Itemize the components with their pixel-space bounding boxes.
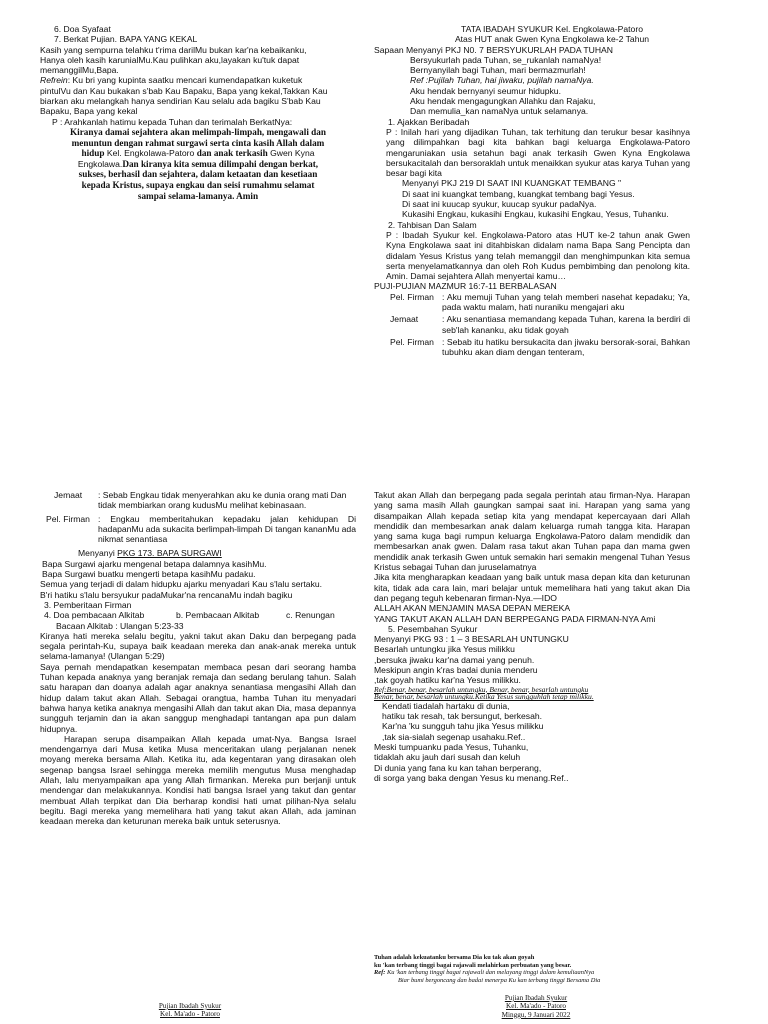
bacaan-alkitab: Bacaan Alkitab : Ulangan 5:23-33 <box>56 620 184 631</box>
song-pkg93-verse3: Meski tumpuanku pada Yesus, Tuhanku, tidaklah aku jauh dari susah dan keluh Di dunia yang fana ku kan tahan berperang, di sorga yang baka dengan Yesus ku menang.Ref.. <box>374 742 569 783</box>
firman-response: Pel. Firman : Engkau memberitahukan kepadaku jalan kehidupan Di hadapanMu ada sukacita berlimpah-limpah Di tangan kananMu ada nikmat senantiasa <box>46 513 356 545</box>
sermon-paragraph: Saya pernah mendapatkan kesempatan membaca pesan dari seorang hamba Tuhan kepada anaknya yang beranjak remaja dan sedang berulang tahun. Salah satu harapan dan doanya adalah agar anaknya senantiasa mengasihi Allah dan hidup dalam takut akan Allah. Sebagai orangtua, hamba Tuhan itu menyadari bahwa hanya ketika anaknya mengasihi Allah dan takut akan Dia, masa depannya sungguh terjamin dan ia akan sanggup menghadapi tantangan apa pun dalam hidupnya. <box>40 661 356 734</box>
berkat-refrain: Refrein: Ku bri yang kupinta saatku mencari kumendapatkan kuketuk pintulVu dan Kau bukakan s'bab Kau Bapaku, Bapa yang kekal,Takkan Kau biarkan aku melangkah hanya sendirian Kau selalu ada bagiku S'bab Kau Bapaku, Bapa yang kekal <box>40 75 328 117</box>
blessing-intro: P : Arahkanlah hatimu kepada Tuhan dan terimalah BerkatNya: <box>52 116 293 127</box>
top-left-column <box>40 24 356 201</box>
footer-ref-label: Ref: <box>374 969 386 977</box>
verse-ulangan-529: Kiranya hati mereka selalu begitu, yakni takut akan Daku dan berpegang pada segala perintah-Ku, supaya baik keadaan mereka dan anak-anak mereka untuk selama-lamanya! (Ulangan 5:29) <box>40 630 356 662</box>
song-pkj219: Di saat ini kuangkat tembang, kuangkat tembang bagi Yesus. Di saat ini kuucap syukur, kuucap syukur padaNya. Kukasihi Engkau, kukasihi Engkau, kukasihi Engkau, Yesus, Tuhanku. <box>402 188 669 220</box>
berkat-verse: Kasih yang sempurna telahku t'rima darilMu bukan kar'na kebaikanku, Hanya oleh kasih karunialMu.Kau pulihkan aku,layakan ku'tuk dapat memanggilMu,Bapa. <box>40 44 307 76</box>
section-tahbisan: 2. Tahbisan Dan Salam <box>388 219 477 230</box>
footer-right <box>466 994 606 1019</box>
section-doa-pembacaan: 4. Doa pembacaan Alkitab b. Pembacaan Alkitab c. Renungan <box>44 610 335 621</box>
responsive-reading <box>374 292 690 358</box>
sapaan-heading: Sapaan Menyanyi PKJ N0. 7 BERSYUKURLAH PADA TUHAN <box>374 44 613 55</box>
top-right-column <box>374 24 690 358</box>
ajakkan-text: P : Inilah hari yang dijadikan Tuhan, tak terhitung dan terukur besar kasihnya yang dilimpahkan bagi kita bahkan bagi keluarga Engkolawa-Patoro mengaruniakan usia setahun bagi anak terkasih Gwen Kyna Engkolawa bersukacitalah dan bersoraklah untuk menaikkan syukur atas karya Tuhan yang besar bagi kita <box>386 126 690 179</box>
header-title: TATA IBADAH SYUKUR Kel. Engkolawa-Patoro <box>461 24 643 34</box>
blessing-text: Kiranya damai sejahtera akan melimpah-limpah, mengawali dan menuntun dengan rahmat surgawi serta cinta kasih Allah dalam hidup Kel. Engkolawa-Patoro dan anak terkasih Gwen Kyna Engkolawa.Dan kiranya kita semua dilimpahi dengan berkat, sukses, berhasil dan sejahtera, dalam ketaatan dan kesetiaan kepada Kristus, supaya engkau dan seisi rumahmu selamat sampai selama-lamanya. Amin <box>70 126 326 201</box>
section-ajakkan: 1. Ajakkan Beribadah <box>388 116 470 127</box>
sermon-theme: YANG TAKUT AKAN ALLAH DAN BERPEGANG PADA FIRMAN-NYA Ami <box>374 613 656 624</box>
footer-family: Kel. Ma'ado - Patoro <box>506 1002 566 1011</box>
footer-title: Pujian Ibadah Syukur <box>504 994 568 1002</box>
sermon-paragraph: Harapan serupa disampaikan Allah kepada umat-Nya. Bangsa Israel mendengarnya dari Musa ketika Musa menceritakan ulang perjalanan nenek moyang mereka bersama Allah. Ketika itu, ada kegentaran yang dirasakan oleh segenap bangsa Israel sehingga mereka memilih mengutus Musa menghadap Allah, lalu menyampaikan apa yang Allah firmankan. Mereka pun berjanji untuk mendengar dan melakukannya. Kondisi hati bangsa Israel yang takut dan gentar membuat Allah terpikat dan Dia berharap kondisi hati umat pilihan-Nya selalu begitu. Bagi mereka yang memelihara hati yang takut akan Allah, ada jaminan keadaan mereka dan keturunan mereka baik untuk seterusnya. <box>40 733 356 827</box>
item-berkat-pujian: 7. Berkat Pujian. BAPA YANG KEKAL <box>54 34 198 45</box>
mazmur-heading: PUJI-PUJIAN MAZMUR 16:7-11 BERBALASAN <box>374 281 557 292</box>
footer-song: Tuhan adalah kekuatanku bersama Dia ku tak akan goyah ku 'kan terbang tinggi bagai rajawali melahirkan perbuatan yang besar. Ref: Ku 'kan terbang tinggi bagai rajawali dan melayang tinggi dalam kemuliaanNya Biar bumi bergoncang dan badai menerpa Ku kan terbang tinggi Bersama Dia <box>374 954 601 984</box>
song-pkg93-verse1: Besarlah untungku jika Yesus milikku ,bersuka jiwaku kar'na damai yang penuh. Meskipun angin k'ras badai dunia menderu ,tak goyah hatiku kar'na Yesus milikku. <box>374 644 538 686</box>
bottom-right-column <box>374 490 690 783</box>
sermon-theme: ALLAH AKAN MENJAMIN MASA DEPAN MEREKA <box>374 603 571 614</box>
header-subtitle: Atas HUT anak Gwen Kyna Engkolawa ke-2 Tahun <box>454 34 650 45</box>
footer-family: Kel. Ma'ado - Patoro <box>160 1010 220 1019</box>
footer-title: Pujian Ibadah Syukur <box>158 1002 222 1010</box>
sermon-paragraph: Takut akan Allah dan berpegang pada segala perintah atau firman-Nya. Harapan yang sama masih Allah gaungkan sampai saat ini. Harapan yang sama yang disampaikan Allah kepada setiap kita yang mendapat kepercayaan dari Allah mendidik dan membesarkan anak dalam keluarga rumah tangga kita. Harapan yang sama kuga bagi rumpun keluarga Engkolawa-Patoro dalam mendidik dan membesarkan anak gwen. Dalam rasa takut akan Tuhan papa dan mama gwen mendidik anak terkasih Gwen untuk semakin hari semakin mengenal Tuhan Yesus Kristus sebagai Tuhan dan juruselamatnya <box>374 490 690 573</box>
response-row: Pel. Firman : Sebab itu hatiku bersukacita dan jiwaku bersorak-sorai, Bahkan tubuhku akan diam dengan tenteram, <box>390 336 690 358</box>
song-pkg93-verse2: Kendati tiadalah hartaku di dunia, hatiku tak resah, tak bersungut, berkesah. Kar'na 'ku sungguh tahu jika Yesus milikku ,tak sia-sialah segenap usahaku.Ref.. <box>382 700 544 742</box>
sing-pkj219: Menyanyi PKJ 219 DI SAAT INI KUANGKAT TEMBANG " <box>402 178 622 189</box>
sing-pkg93: Menyanyi PKG 93 : 1 – 3 BESARLAH UNTUNGKU <box>374 634 569 645</box>
response-row: Jemaat : Aku senantiasa memandang kepada Tuhan, karena la berdiri di seb'lah kananku, aku tidak goyah <box>390 314 690 335</box>
song-pkj7: Bersyukurlah pada Tuhan, se_rukanlah namaNya! Bernyanyilah bagi Tuhan, mari bermazmurlah! Ref :Pujilah Tuhan, hai jiwaku, pujilah namaNya. Aku hendak bernyanyi seumur hidupku. Aku hendak mengagungkan Allahku dan Rajaku, Dan memulia_kan namaNya untuk selamanya. <box>410 54 602 117</box>
refrain-label: Refrein <box>40 75 68 86</box>
section-persembahan: 5. Pesembahan Syukur <box>388 623 478 634</box>
footer-date: Minggu, 9 Januari 2022 <box>501 1010 571 1019</box>
jemaat-response: Jemaat : Sebab Engkau tidak menyerahkan aku ke dunia orang mati Dan tidak membiarkan orang kudusMu melihat kebinasaan. <box>54 490 347 511</box>
song-pkg173: Bapa Surgawi ajarku mengenal betapa dalamnya kasihMu. Bapa Surgawi buatku mengerti betapa kasihMu padaku. Semua yang terjadi di dalam hidupku ajarku menyadari Kau s'lalu sertaku. B'ri hatiku s'lalu bersyukur padaMukar'na rencanaMu indah bagiku <box>40 558 323 600</box>
footer-left <box>120 1002 260 1019</box>
tahbisan-text: P : Ibadah Syukur kel. Engkolawa-Patoro atas HUT ke-2 tahun anak Gwen Kyna Engkolawa saat ini ditahbiskan didalam nama Bapa Sang Pencipta dan didalam Yesus Kristus yang telah memanggil dan menghimpunkan kita semua serta menyelamatkannya dan oleh Roh Kudus pembimbing dan penolong kita. Amin. Damai sejahtera Allah menyertai kamu… <box>386 229 690 282</box>
sing-pkg173: Menyanyi PKG 173. BAPA SURGAWI <box>78 548 222 559</box>
song-pkg93-refrain: Ref:Benar, benar, besarlah untungku, Benar, benar, besarlah untungku Benar, benar, besarlah untungku.Ketika Yesus sungguhlah tetap milikku. <box>374 684 594 702</box>
response-row: Pel. Firman : Aku memuji Tuhan yang telah memberi nasehat kepadaku; Ya, pada waktu malam, hati nuraniku mengajari aku <box>390 291 690 313</box>
sermon-paragraph: Jika kita mengharapkan keadaan yang baik untuk masa depan kita dan keturunan kita, tidak ada cara lain, mari belajar untuk memelihara hati yang takut akan Dia dan pegang teguh kebenaran firman-Nya.—IDO <box>374 572 690 603</box>
bottom-left-column <box>40 490 356 827</box>
item-doa-syafaat: 6. Doa Syafaat <box>54 24 111 34</box>
section-pemberitaan: 3. Pemberitaan Firman <box>44 599 132 610</box>
